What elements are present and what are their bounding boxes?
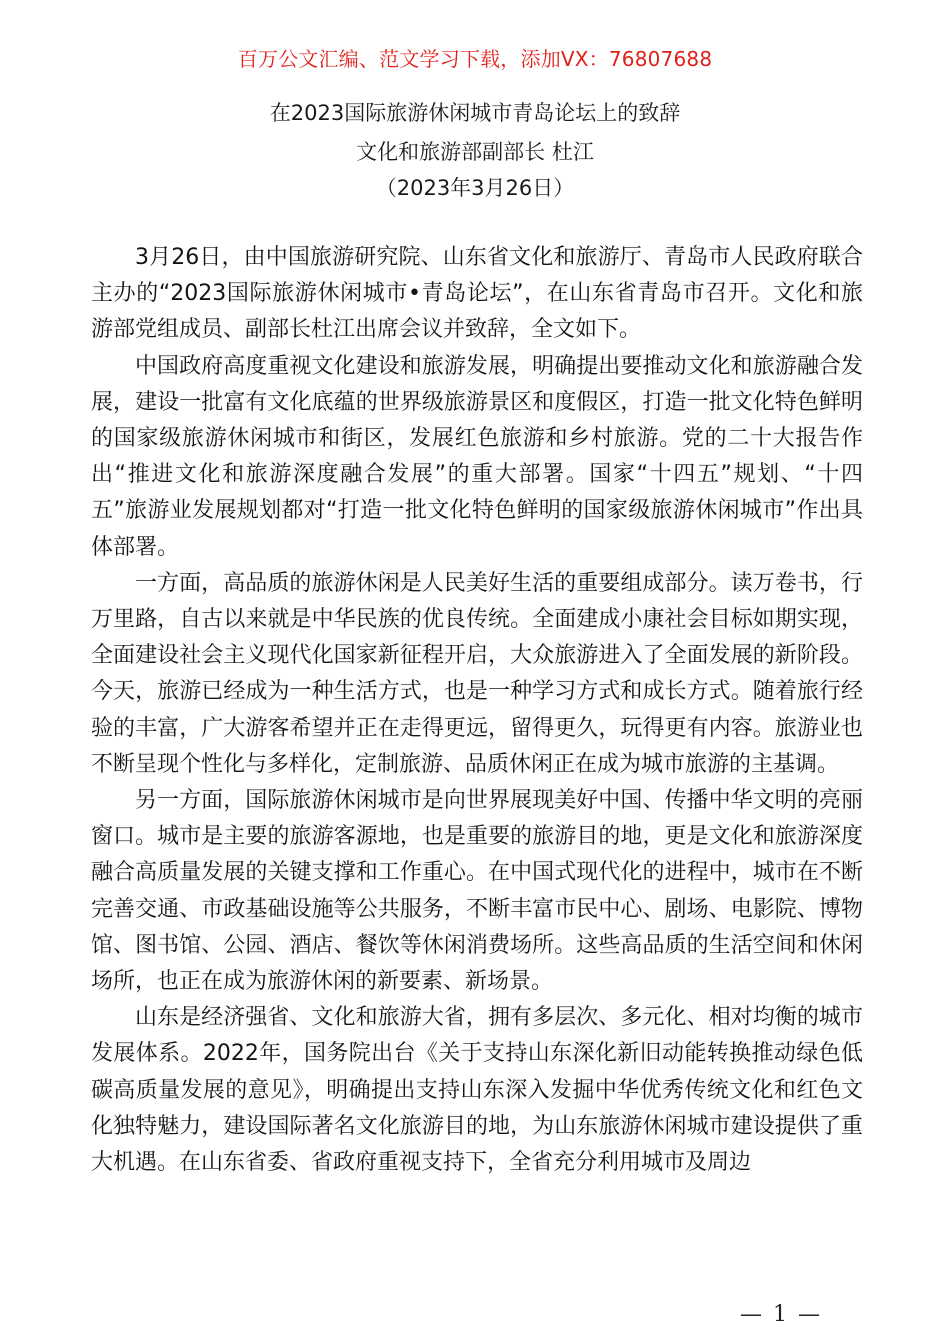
paragraph-leisure: 一方面，高品质的旅游休闲是人民美好生活的重要组成部分。读万卷书，行万里路，自古以来就是中华民族的优良传统。全面建成小康社会目标如期实现，全面建设社会主义现代化国家新征程开启，大众旅游进入了全面发展的新阶段。今天，旅游已经成为一种生活方式，也是一种学习方式和成长方式。随着旅行经验的丰富，广大游客希望并正在走得更远，留得更久，玩得更有内容。旅游业也不断呈现个性化与多样化，定制旅游、品质休闲正在成为城市旅游的主基调。 bbox=[91, 570, 863, 777]
paragraph-shandong: 山东是经济强省、文化和旅游大省，拥有多层次、多元化、相对均衡的城市发展体系。2022年，国务院出台《关于支持山东深化新旧动能转换推动绿色低碳高质量发展的意见》，明确提出支持山东深入发掘中华优秀传统文化和红色文化独特魅力，建设国际著名文化旅游目的地，为山东旅游休闲城市建设提供了重大机遇。在山东省委、省政府重视支持下，全省充分利用城市及周边 bbox=[91, 1005, 863, 1176]
paragraph-city-window: 另一方面，国际旅游休闲城市是向世界展现美好中国、传播中华文明的亮丽窗口。城市是主要的旅游客源地，也是重要的旅游目的地，更是文化和旅游深度融合高质量发展的关键支撑和工作重心。在中国式现代化的进程中，城市在不断完善交通、市政基础设施等公共服务，不断丰富市民中心、剧场、电影院、博物馆、图书馆、公园、酒店、餐饮等休闲消费场所。这些高品质的生活空间和休闲场所，也正在成为旅游休闲的新要素、新场景。 bbox=[91, 788, 863, 995]
speech-title: 在2023国际旅游休闲城市青岛论坛上的致辞 bbox=[269, 101, 681, 125]
paragraph-policy: 中国政府高度重视文化建设和旅游发展，明确提出要推动文化和旅游融合发展，建设一批富有文化底蕴的世界级旅游景区和度假区，打造一批文化特色鲜明的国家级旅游休闲城市和街区，发展红色旅游和乡村旅游。党的二十大报告作出“推进文化和旅游深度融合发展”的重大部署。国家“十四五”规划、“十四五”旅游业发展规划都对“打造一批文化特色鲜明的国家级旅游休闲城市”作出具体部署。 bbox=[91, 353, 863, 560]
watermark-banner: 百万公文汇编、范文学习下载，添加VX：76807688 bbox=[237, 47, 713, 71]
speech-author: 文化和旅游部副部长 杜江 bbox=[356, 140, 594, 164]
paragraph-intro: 3月26日，由中国旅游研究院、山东省文化和旅游厅、青岛市人民政府联合主办的“2023国际旅游休闲城市•青岛论坛”，在山东省青岛市召开。文化和旅游部党组成员、副部长杜江出席会议并致辞，全文如下。 bbox=[91, 245, 863, 343]
document-body bbox=[91, 240, 863, 1181]
page-number: — 1 — bbox=[740, 1302, 822, 1327]
speech-date: （2023年3月26日） bbox=[375, 176, 575, 200]
